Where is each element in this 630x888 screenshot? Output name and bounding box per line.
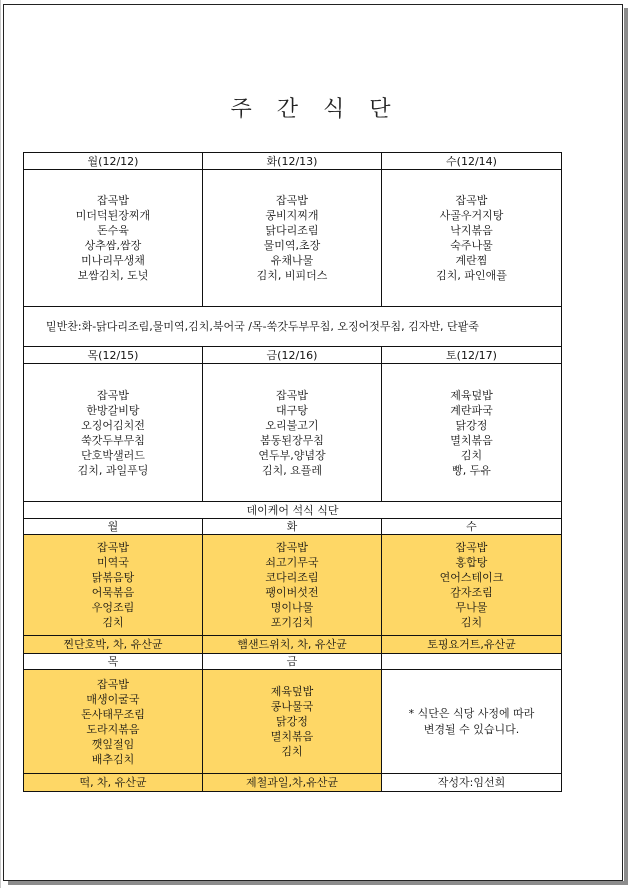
daycare-menu-wed <box>382 535 562 636</box>
menu-item: 오리불고기 <box>265 418 319 432</box>
daycare-menu-tue <box>203 535 382 636</box>
menu-item: 어묵볶음 <box>91 586 135 599</box>
page-title: 주 간 식 단 <box>230 97 400 122</box>
menu-table <box>23 152 562 792</box>
menu-cell-wed <box>382 170 562 307</box>
daycare-header-mon: 월 <box>24 519 203 535</box>
menu-item: 홍합탕 <box>455 556 488 569</box>
menu-item: 명이나물 <box>270 601 314 614</box>
menu-item: 김치, 요플레 <box>261 463 323 477</box>
menu-item: 한방갈비탕 <box>86 403 140 417</box>
daycare-title: 데이케어 석식 식단 <box>24 502 562 519</box>
daycare-snack-thu: 떡, 차, 유산균 <box>24 774 203 792</box>
menu-item: 계란파국 <box>450 403 493 417</box>
menu-item: 돈사태무조림 <box>81 707 145 721</box>
menu-item: 배추김치 <box>91 752 135 766</box>
menu-item: 미더덕된장찌개 <box>75 209 151 222</box>
menu-item: 콩비지찌개 <box>265 209 319 222</box>
menu-item: 물미역,초장 <box>263 239 321 252</box>
daycare-snack-mon: 찐단호박, 차, 유산균 <box>24 636 203 654</box>
menu-item: 닭볶음탕 <box>91 571 135 584</box>
menu-item: 제육덮밥 <box>450 388 493 402</box>
menu-item: 도라지볶음 <box>86 722 140 736</box>
daycare-header-tue: 화 <box>203 519 382 535</box>
menu-item: 미역국 <box>97 556 129 569</box>
menu-item: 닭강정 <box>276 715 308 728</box>
menu-cell-sat <box>382 364 562 502</box>
day-header-sat: 토(12/17) <box>382 347 562 364</box>
menu-cell-tue <box>203 170 382 307</box>
menu-item: 잡곡밥 <box>276 388 308 402</box>
menu-item: 잡곡밥 <box>97 677 129 691</box>
menu-item: 멸치볶음 <box>450 433 493 447</box>
author-credit: 작성자:임선희 <box>382 774 562 792</box>
menu-item: 돈수육 <box>97 224 129 237</box>
menu-item: 단호박샐러드 <box>81 448 145 462</box>
menu-change-notice <box>382 670 562 774</box>
menu-item: 김치 <box>460 616 483 629</box>
menu-item: 쑥갓두부무침 <box>81 433 145 447</box>
menu-item: 깻잎절임 <box>91 737 135 751</box>
menu-item: 잡곡밥 <box>276 541 308 554</box>
menu-item: 김치, 과일푸딩 <box>77 463 149 477</box>
menu-item: 포기김치 <box>270 616 314 629</box>
menu-cell-mon <box>24 170 203 307</box>
daycare-snack-wed: 토핑요거트,유산균 <box>382 636 562 654</box>
menu-item: 연어스테이크 <box>439 571 504 584</box>
daycare-snack-fri: 제철과일,차,유산균 <box>203 774 382 792</box>
menu-item: 우엉조림 <box>91 601 135 614</box>
notice-line: * 식단은 식당 사정에 따라 <box>408 706 535 720</box>
day-header-mon: 월(12/12) <box>24 153 203 170</box>
menu-cell-fri <box>203 364 382 502</box>
menu-item: 김치 <box>460 448 483 462</box>
daycare-menu-fri <box>203 670 382 774</box>
menu-item: 미나리무생채 <box>81 254 145 267</box>
menu-item: 빵, 두유 <box>452 463 491 477</box>
menu-item: 잡곡밥 <box>455 194 488 207</box>
menu-item: 코다리조림 <box>265 571 319 584</box>
daycare-snack-tue: 햄샌드위치, 차, 유산균 <box>203 636 382 654</box>
menu-item: 김치, 파인애플 <box>436 269 507 282</box>
menu-cell-thu <box>24 364 203 502</box>
menu-item: 오징어김치전 <box>81 418 145 432</box>
day-header-thu: 목(12/15) <box>24 347 203 364</box>
menu-item: 대구탕 <box>276 403 308 417</box>
page-shadow-bottom <box>8 881 628 885</box>
menu-item: 잡곡밥 <box>455 541 488 554</box>
menu-item: 닭다리조림 <box>265 224 319 237</box>
menu-item: 봄동된장무침 <box>260 433 324 447</box>
menu-item: 김치, 비피더스 <box>256 269 328 282</box>
daycare-header-empty <box>382 654 562 670</box>
menu-item: 김치 <box>102 616 124 629</box>
menu-item: 쇠고기무국 <box>265 556 319 569</box>
side-dishes-note: 밑반찬:화-닭다리조림,물미역,김치,북어국 /목-쑥갓두부무침, 오징어젓무침, 김자반, 단팥죽 <box>24 307 562 347</box>
menu-item: 연두부,양념장 <box>258 448 326 462</box>
menu-item: 사골우거지탕 <box>439 209 504 222</box>
day-header-tue: 화(12/13) <box>203 153 382 170</box>
menu-item: 콩나물국 <box>270 700 314 713</box>
menu-item: 숙주나물 <box>450 239 493 252</box>
menu-item: 낙지볶음 <box>450 224 493 237</box>
menu-item: 잡곡밥 <box>97 388 129 402</box>
page-shadow-right <box>624 8 628 885</box>
daycare-header-thu: 목 <box>24 654 203 670</box>
menu-item: 계란찜 <box>455 254 488 267</box>
daycare-menu-thu <box>24 670 203 774</box>
day-header-fri: 금(12/16) <box>203 347 382 364</box>
menu-item: 보쌈김치, 도넛 <box>77 269 149 282</box>
menu-item: 제육덮밥 <box>270 685 314 698</box>
menu-item: 김치 <box>281 745 303 758</box>
menu-item: 무나물 <box>455 601 488 614</box>
daycare-header-wed: 수 <box>382 519 562 535</box>
menu-item: 유채나물 <box>270 254 314 267</box>
daycare-header-fri: 금 <box>203 654 382 670</box>
daycare-menu-mon <box>24 535 203 636</box>
day-header-wed: 수(12/14) <box>382 153 562 170</box>
notice-line: 변경될 수 있습니다. <box>423 722 520 736</box>
menu-item: 팽이버섯전 <box>265 586 319 599</box>
menu-item: 매생이굴국 <box>86 692 140 706</box>
menu-item: 상추쌈,쌈장 <box>84 239 142 252</box>
menu-item: 잡곡밥 <box>97 194 129 207</box>
menu-item: 감자조림 <box>450 586 493 599</box>
menu-item: 잡곡밥 <box>276 194 308 207</box>
menu-item: 닭강정 <box>455 418 488 432</box>
menu-item: 멸치볶음 <box>270 730 314 743</box>
menu-item: 잡곡밥 <box>97 541 129 554</box>
